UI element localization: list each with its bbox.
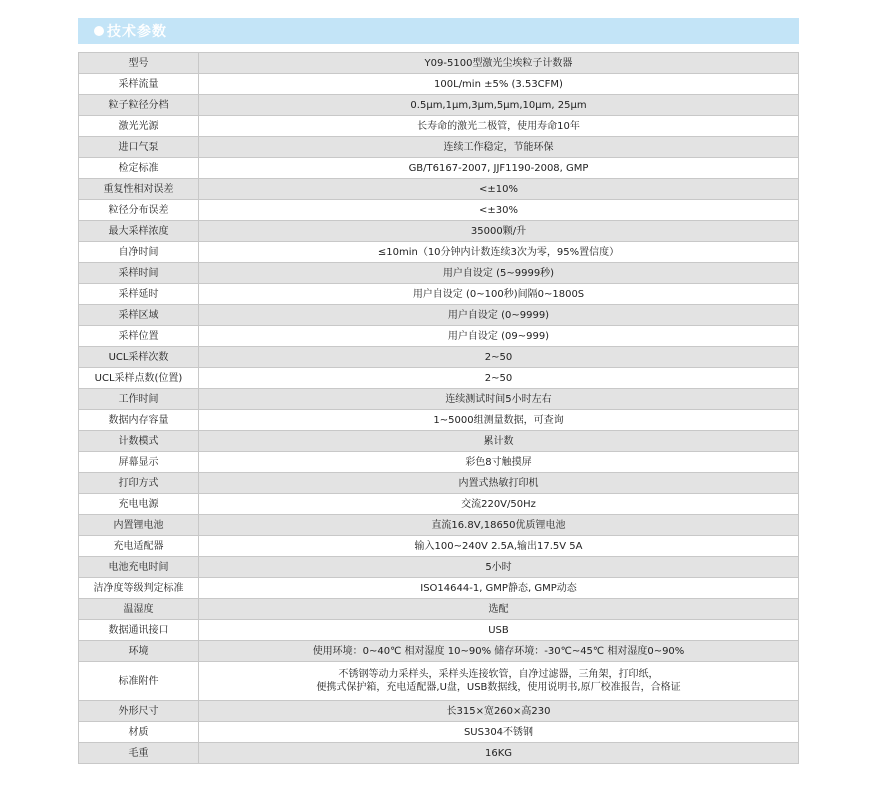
spec-value: 用户自设定 (0~9999) <box>199 305 799 326</box>
spec-row <box>79 515 799 536</box>
spec-value: 长寿命的激光二极管，使用寿命10年 <box>199 116 799 137</box>
spec-key: 数据内存容量 <box>79 410 199 431</box>
spec-row <box>79 641 799 662</box>
spec-row <box>79 284 799 305</box>
spec-value: 彩色8寸触摸屏 <box>199 452 799 473</box>
spec-value: 35000颗/升 <box>199 221 799 242</box>
spec-row <box>79 305 799 326</box>
spec-row <box>79 158 799 179</box>
spec-row <box>79 179 799 200</box>
spec-key: 粒子粒径分档 <box>79 95 199 116</box>
spec-row <box>79 473 799 494</box>
spec-row <box>79 389 799 410</box>
spec-row <box>79 662 799 701</box>
spec-key: 屏幕显示 <box>79 452 199 473</box>
spec-value: ISO14644-1, GMP静态, GMP动态 <box>199 578 799 599</box>
spec-value: 直流16.8V,18650优质锂电池 <box>199 515 799 536</box>
spec-table <box>78 52 799 764</box>
spec-key: 充电电源 <box>79 494 199 515</box>
spec-value: 用户自设定 (5~9999秒) <box>199 263 799 284</box>
spec-value: Y09-5100型激光尘埃粒子计数器 <box>199 53 799 74</box>
spec-key: 电池充电时间 <box>79 557 199 578</box>
spec-row <box>79 347 799 368</box>
spec-row <box>79 557 799 578</box>
spec-key: 采样时间 <box>79 263 199 284</box>
spec-value: 1~5000组测量数据，可查询 <box>199 410 799 431</box>
spec-value: 16KG <box>199 743 799 764</box>
spec-value: <±10% <box>199 179 799 200</box>
spec-row <box>79 74 799 95</box>
spec-key: 自净时间 <box>79 242 199 263</box>
spec-row <box>79 221 799 242</box>
spec-key: 激光光源 <box>79 116 199 137</box>
spec-key: 检定标准 <box>79 158 199 179</box>
spec-row <box>79 368 799 389</box>
section-header <box>78 18 799 44</box>
spec-key: 内置锂电池 <box>79 515 199 536</box>
section-title: 技术参数 <box>107 24 167 40</box>
spec-key: 洁净度等级判定标准 <box>79 578 199 599</box>
spec-row <box>79 599 799 620</box>
spec-key: 标准附件 <box>79 662 199 701</box>
spec-row <box>79 536 799 557</box>
spec-value: <±30% <box>199 200 799 221</box>
spec-value: SUS304不锈钢 <box>199 722 799 743</box>
spec-key: 材质 <box>79 722 199 743</box>
spec-key: 计数模式 <box>79 431 199 452</box>
spec-value: 用户自设定 (0~100秒)间隔0~1800S <box>199 284 799 305</box>
spec-value: 2~50 <box>199 347 799 368</box>
spec-row <box>79 410 799 431</box>
spec-key: 温湿度 <box>79 599 199 620</box>
spec-row <box>79 494 799 515</box>
spec-value: 内置式热敏打印机 <box>199 473 799 494</box>
spec-key: 采样流量 <box>79 74 199 95</box>
spec-value: 累计数 <box>199 431 799 452</box>
spec-value: 连续测试时间5小时左右 <box>199 389 799 410</box>
spec-key: 充电适配器 <box>79 536 199 557</box>
spec-value: 用户自设定 (09~999) <box>199 326 799 347</box>
spec-value: 5小时 <box>199 557 799 578</box>
spec-value-line: 便携式保护箱，充电适配器,U盘，USB数据线，使用说明书,原厂校准报告，合格证 <box>316 682 681 693</box>
spec-row <box>79 263 799 284</box>
spec-key: 采样延时 <box>79 284 199 305</box>
spec-key: 打印方式 <box>79 473 199 494</box>
spec-row <box>79 701 799 722</box>
spec-key: 外形尺寸 <box>79 701 199 722</box>
spec-key: 采样区域 <box>79 305 199 326</box>
spec-row <box>79 137 799 158</box>
spec-row <box>79 200 799 221</box>
spec-row <box>79 578 799 599</box>
spec-row <box>79 242 799 263</box>
spec-row <box>79 95 799 116</box>
spec-value <box>199 662 799 701</box>
spec-row <box>79 743 799 764</box>
spec-row <box>79 722 799 743</box>
spec-key: 型号 <box>79 53 199 74</box>
spec-row <box>79 452 799 473</box>
spec-key: UCL采样点数(位置) <box>79 368 199 389</box>
spec-value: 0.5μm,1μm,3μm,5μm,10μm, 25μm <box>199 95 799 116</box>
spec-value: 2~50 <box>199 368 799 389</box>
spec-row <box>79 431 799 452</box>
spec-row <box>79 116 799 137</box>
spec-row <box>79 53 799 74</box>
spec-key: 最大采样浓度 <box>79 221 199 242</box>
spec-row <box>79 620 799 641</box>
spec-key: 工作时间 <box>79 389 199 410</box>
spec-value: 输入100~240V 2.5A,输出17.5V 5A <box>199 536 799 557</box>
spec-value: USB <box>199 620 799 641</box>
spec-value-line: 不锈钢等动力采样头，采样头连接软管，自净过滤器，三角架，打印纸， <box>338 669 659 680</box>
spec-value: 连续工作稳定，节能环保 <box>199 137 799 158</box>
spec-value: 选配 <box>199 599 799 620</box>
spec-value: 长315×宽260×高230 <box>199 701 799 722</box>
spec-row <box>79 326 799 347</box>
spec-key: 毛重 <box>79 743 199 764</box>
spec-value: GB/T6167-2007, JJF1190-2008, GMP <box>199 158 799 179</box>
spec-value: 交流220V/50Hz <box>199 494 799 515</box>
bullet-dot-icon <box>94 26 104 36</box>
spec-value: 使用环境：0~40℃ 相对湿度 10~90% 储存环境：-30℃~45℃ 相对湿度0~90% <box>199 641 799 662</box>
spec-key: 重复性相对误差 <box>79 179 199 200</box>
spec-key: 环境 <box>79 641 199 662</box>
spec-key: 采样位置 <box>79 326 199 347</box>
spec-value: ≤10min（10分钟内计数连续3次为零，95%置信度） <box>199 242 799 263</box>
spec-value: 100L/min ±5% (3.53CFM) <box>199 74 799 95</box>
spec-key: 粒径分布误差 <box>79 200 199 221</box>
spec-key: UCL采样次数 <box>79 347 199 368</box>
spec-key: 数据通讯接口 <box>79 620 199 641</box>
spec-key: 进口气泵 <box>79 137 199 158</box>
